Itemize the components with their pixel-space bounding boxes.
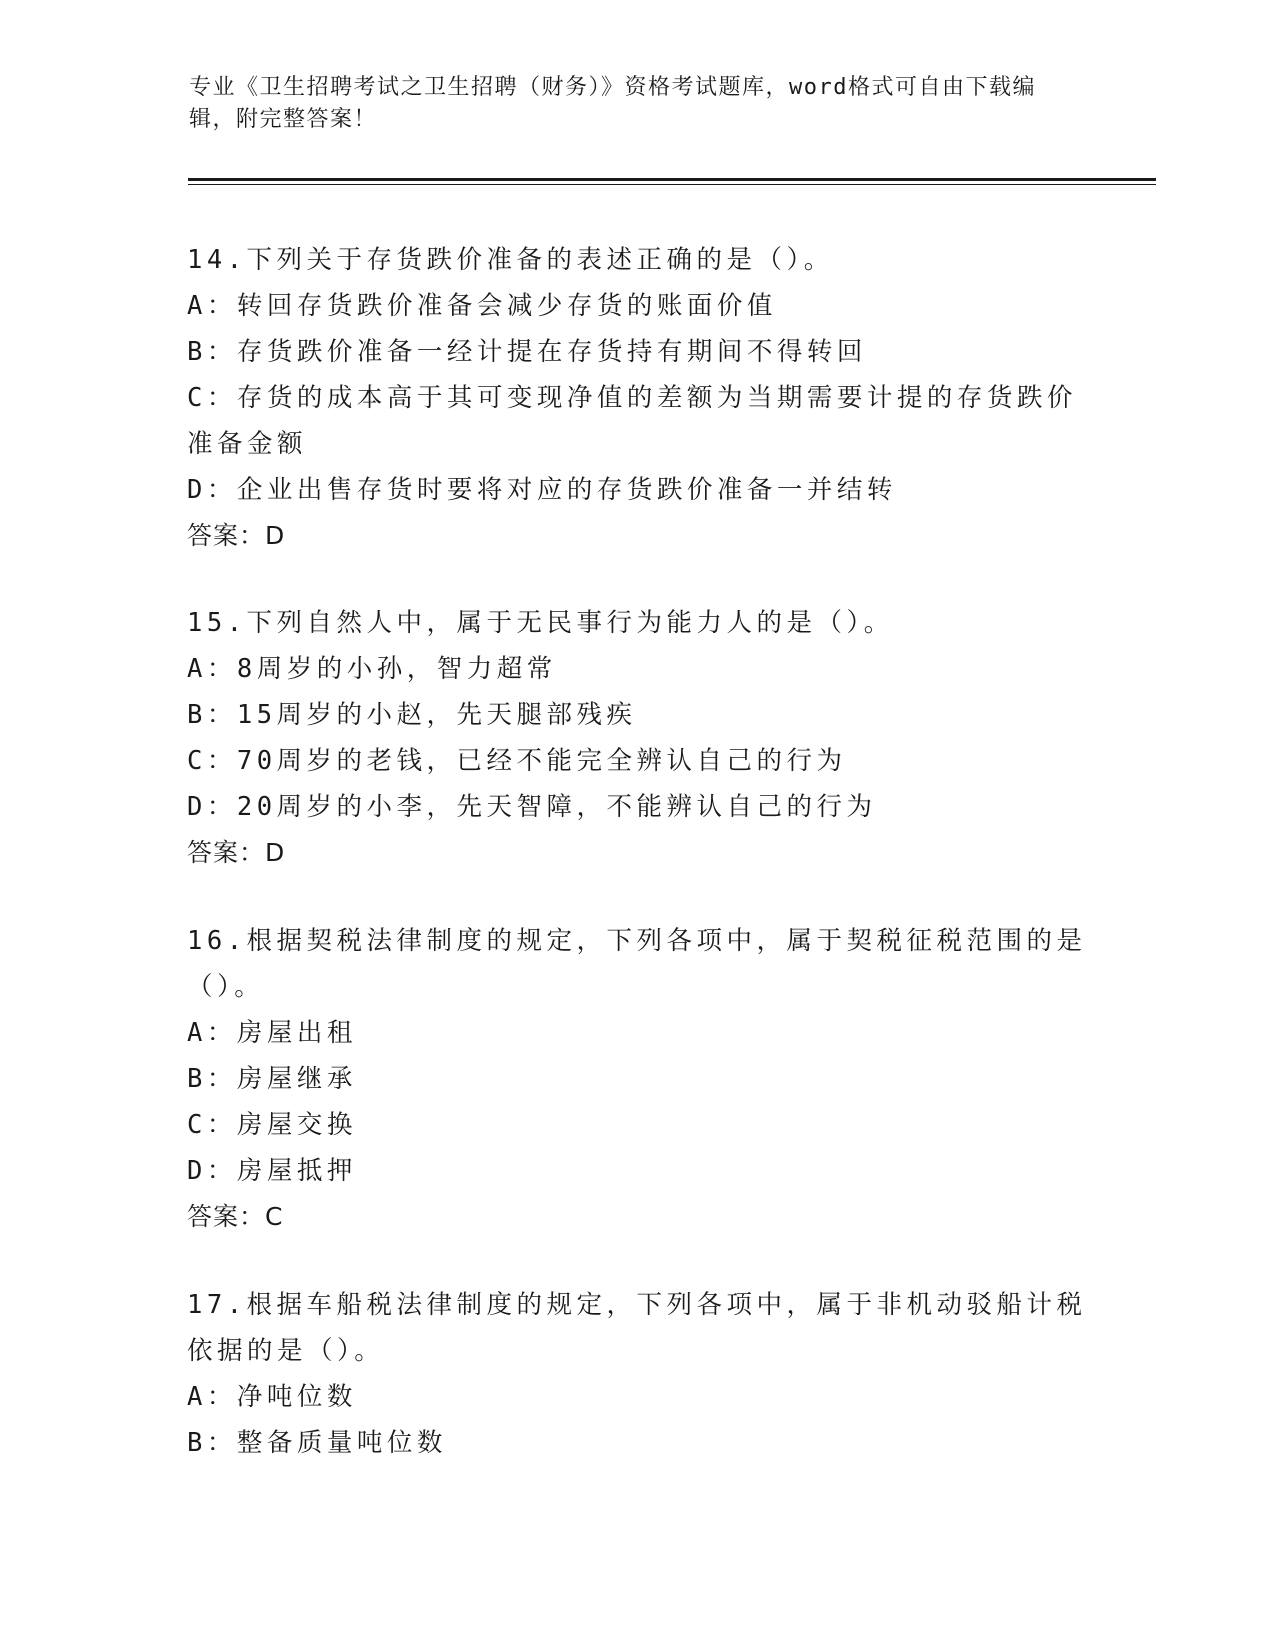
option-b: B：存货跌价准备一经计提在存货持有期间不得转回 [187,337,867,367]
option-d: D：房屋抵押 [187,1156,357,1186]
option-c: C：房屋交换 [187,1110,357,1140]
option-a: A：8周岁的小孙，智力超常 [187,654,557,684]
document-header: 专业《卫生招聘考试之卫生招聘（财务）》资格考试题库，word格式可自由下载编辑，附完整答案！ [189,75,1036,132]
question-stem: 15.下列自然人中，属于无民事行为能力人的是（）。 [187,608,894,638]
option-d: D：20周岁的小李，先天智障，不能辨认自己的行为 [187,792,877,822]
question-16 [187,918,1087,1240]
option-a: A：净吨位数 [187,1382,357,1412]
question-14 [187,237,1087,559]
question-15 [187,600,1087,876]
header-divider-thin [188,184,1156,185]
question-stem: 16.根据契税法律制度的规定，下列各项中，属于契税征税范围的是（）。 [187,926,1087,1002]
option-b: B：房屋继承 [187,1064,357,1094]
question-stem: 14.下列关于存货跌价准备的表述正确的是（）。 [187,245,834,275]
option-d: D：企业出售存货时要将对应的存货跌价准备一并结转 [187,475,897,505]
question-17 [187,1282,1087,1466]
option-b: B：整备质量吨位数 [187,1428,447,1458]
question-stem: 17.根据车船税法律制度的规定，下列各项中，属于非机动驳船计税依据的是（）。 [187,1290,1087,1366]
option-a: A：转回存货跌价准备会减少存货的账面价值 [187,291,777,321]
option-c: C：存货的成本高于其可变现净值的差额为当期需要计提的存货跌价准备金额 [187,383,1077,459]
answer: 答案：D [187,838,286,867]
option-b: B：15周岁的小赵，先天腿部残疾 [187,700,637,730]
option-c: C：70周岁的老钱，已经不能完全辨认自己的行为 [187,746,847,776]
answer: 答案：C [187,1202,284,1231]
answer: 答案：D [187,521,286,550]
header-divider-thick [188,178,1156,181]
option-a: A：房屋出租 [187,1018,357,1048]
